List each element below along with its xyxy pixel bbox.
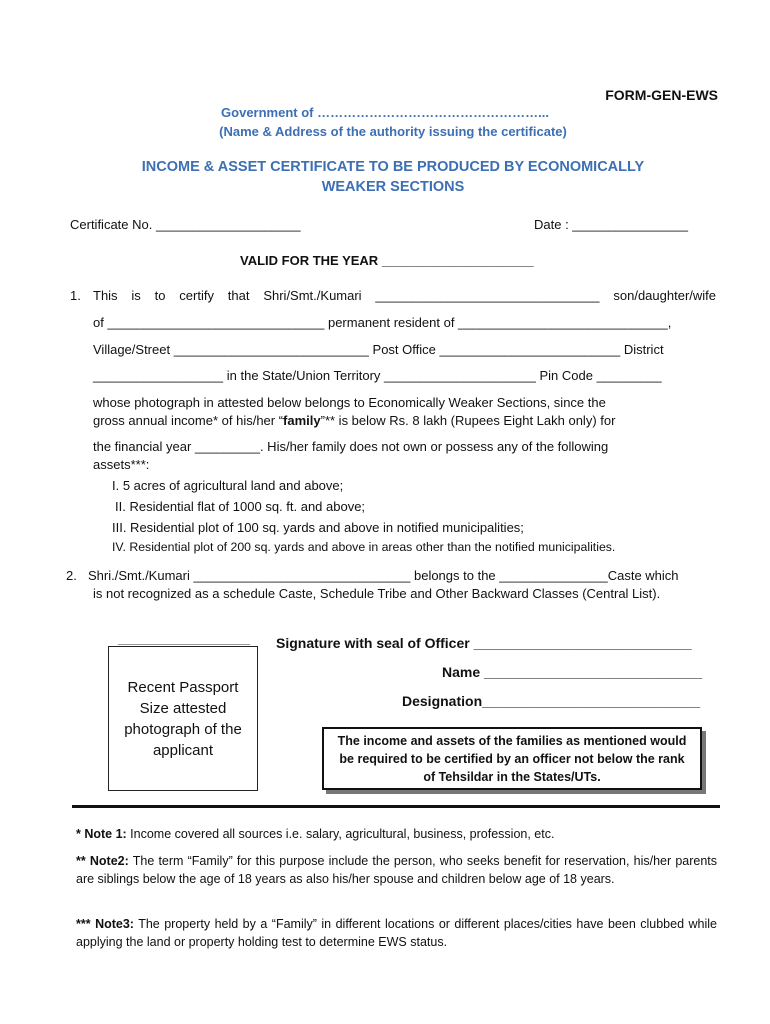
item1-line5: whose photograph in attested below belongs to Economically Weaker Sections, since the — [93, 395, 606, 410]
notes-divider — [72, 805, 720, 808]
note-3 — [76, 915, 717, 951]
note-1 — [76, 825, 717, 843]
item2-number: 2. — [66, 568, 77, 583]
item2-line2: is not recognized as a schedule Caste, Schedule Tribe and Other Backward Classes (Central List). — [93, 586, 661, 601]
title-line-1: INCOME & ASSET CERTIFICATE TO BE PRODUCED BY ECONOMICALLY — [141, 159, 645, 175]
valid-for-blank: _____________________ — [381, 253, 534, 268]
note-3-text: The property held by a “Family” in different locations or different places/cities have been clubbed while applying the land or property holding test to determine EWS status. — [76, 917, 717, 949]
asset-item-3: III. Residential plot of 100 sq. yards and above in notified municipalities; — [112, 520, 524, 535]
photo-placeholder — [108, 646, 258, 791]
government-line: Government of ……………………………………………... — [221, 105, 549, 120]
valid-for-year — [240, 253, 534, 268]
authority-line: (Name & Address of the authority issuing the certificate) — [219, 124, 567, 139]
officer-designation-field: Designation____________________________ — [402, 693, 701, 709]
note-1-label: * Note 1: — [76, 827, 127, 841]
note-2-text: The term “Family” for this purpose include the person, who seeks benefit for reservation, his/her parents are siblings below the age of 18 years as also his/her spouse and children below age of 18 years. — [76, 854, 718, 886]
form-code: FORM-GEN-EWS — [605, 87, 718, 103]
item1-line3: Village/Street ___________________________ Post Office _________________________ District — [93, 342, 664, 357]
officer-note-text: The income and assets of the families as mentioned would be required to be certified by an officer not below the rank of Tehsildar in the States/UTs. — [337, 733, 687, 784]
note-3-label: *** Note3: — [76, 917, 134, 931]
item1-line6-a: gross annual income* of his/her “ — [93, 413, 284, 428]
item1-number: 1. — [70, 288, 81, 303]
photo-box-top-line — [118, 644, 250, 645]
note-2 — [76, 852, 717, 888]
title-line-2: WEAKER SECTIONS — [321, 179, 465, 195]
photo-placeholder-text: Recent Passport Size attested photograph of the applicant — [124, 678, 242, 759]
note-2-label: ** Note2: — [76, 854, 129, 868]
item1-line6-b: ”** is below Rs. 8 lakh (Rupees Eight Lakh only) for — [320, 413, 616, 428]
note-1-text: Income covered all sources i.e. salary, agricultural, business, profession, etc. — [126, 827, 555, 841]
item1-line7: the financial year _________. His/her family does not own or possess any of the following — [93, 439, 609, 454]
valid-for-label: VALID FOR THE YEAR — [240, 253, 379, 268]
item1-line6 — [93, 413, 615, 428]
item1-line2: of ______________________________ permanent resident of _____________________________, — [93, 315, 672, 330]
certificate-no: Certificate No. ____________________ — [70, 217, 301, 232]
item1-line4: __________________ in the State/Union Territory _____________________ Pin Code _________ — [93, 368, 662, 383]
family-term: family — [283, 413, 321, 428]
item1-line1: This is to certify that Shri/Smt./Kumari _______________________________ son/daughter/wife — [93, 288, 716, 303]
item1-line8: assets***: — [93, 457, 150, 472]
officer-name-field: Name ____________________________ — [442, 664, 703, 680]
asset-item-1: I. 5 acres of agricultural land and above; — [112, 478, 344, 493]
officer-note-box — [322, 727, 702, 790]
asset-item-4: IV. Residential plot of 200 sq. yards and above in areas other than the notified municipalities. — [112, 540, 616, 554]
date-field: Date : ________________ — [534, 217, 688, 232]
signature-seal-field: Signature with seal of Officer ____________________________ — [276, 635, 692, 651]
asset-item-2: II. Residential flat of 1000 sq. ft. and above; — [115, 499, 366, 514]
item2-line1: Shri./Smt./Kumari ______________________________ belongs to the _______________Caste which — [88, 568, 679, 583]
